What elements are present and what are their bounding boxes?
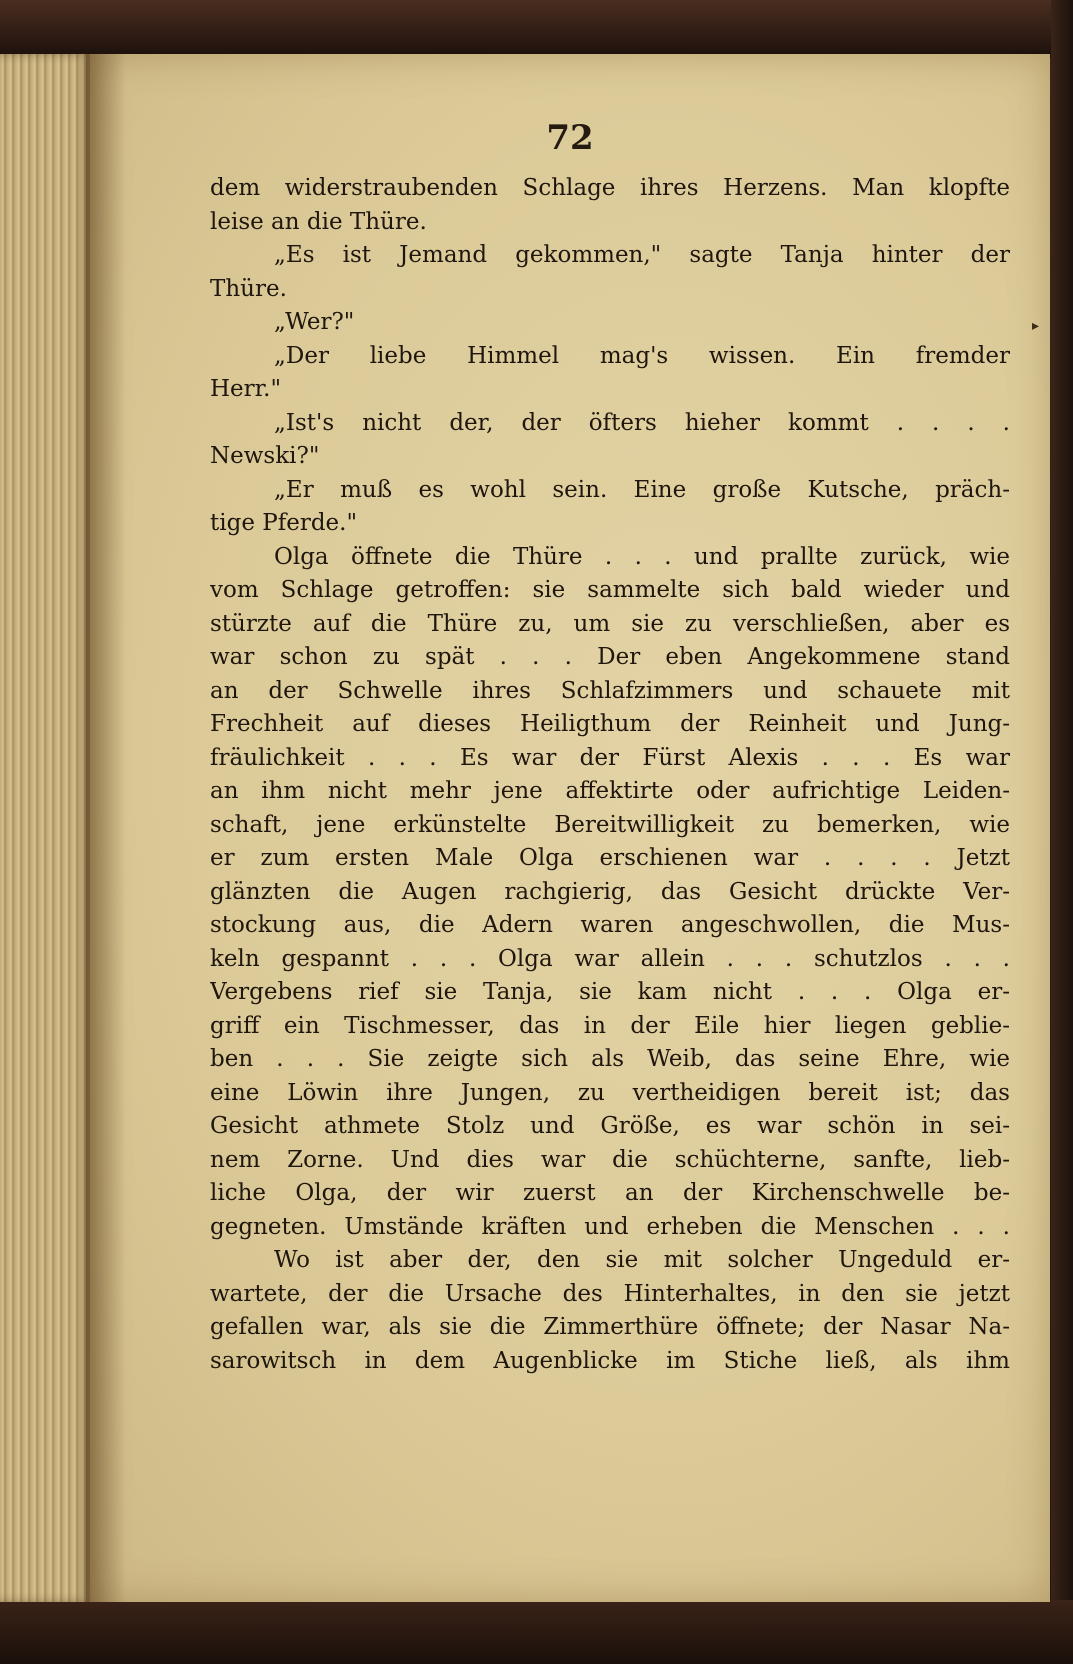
text-line: wartete, der die Ursache des Hinterhaltes, in den sie jetzt [210,1280,1010,1307]
text-line: schaft, jene erkünstelte Bereitwilligkeit zu bemerken, wie [210,811,1010,838]
text-line: gegneten. Umstände kräften und erheben die Menschen . . . [210,1213,1010,1240]
text-line: „Wer?" [274,309,355,335]
text-line: „Er muß es wohl sein. Eine große Kutsche, präch- [274,476,1010,503]
text-line: an der Schwelle ihres Schlafzimmers und schauete mit [210,677,1010,704]
text-line: er zum ersten Male Olga erschienen war . . . . Jetzt [210,845,1010,871]
text-line: ben . . . Sie zeigte sich als Weib, das seine Ehre, wie [210,1046,1010,1072]
text-line: Frechheit auf dieses Heiligthum der Reinheit und Jung- [210,711,1010,737]
text-line: stockung aus, die Adern waren angeschwollen, die Mus- [210,912,1010,938]
text-line: „Ist's nicht der, der öfters hieher kommt . . . . [274,409,1010,436]
spine-shadow [86,54,126,1602]
text-line: nem Zorne. Und dies war die schüchterne, sanfte, lieb- [210,1146,1010,1173]
text-line: „Es ist Jemand gekommen," sagte Tanja hinter der [274,242,1010,268]
page-text-body [210,172,1010,1378]
text-line: Olga öffnete die Thüre . . . und prallte zurück, wie [274,543,1010,570]
page-number: 72 [546,118,594,158]
text-line: „Der liebe Himmel mag's wissen. Ein fremder [274,342,1010,369]
text-line: Herr." [210,376,282,402]
book-cover-top-edge [0,0,1073,58]
text-line: liche Olga, der wir zuerst an der Kirchenschwelle be- [210,1180,1010,1206]
margin-mark: ▸ [1031,318,1039,334]
text-line: fräulichkeit . . . Es war der Fürst Alexis . . . Es war [210,744,1010,771]
text-line: eine Löwin ihre Jungen, zu vertheidigen bereit ist; das [210,1079,1010,1106]
book-page [90,54,1050,1602]
text-line: Gesicht athmete Stolz und Größe, es war schön in sei- [210,1113,1010,1139]
book-cover-right-edge [1051,0,1073,1664]
text-line: an ihm nicht mehr jene affektirte oder aufrichtige Leiden- [210,778,1010,804]
text-line: vom Schlage getroffen: sie sammelte sich bald wieder und [210,577,1010,603]
text-line: Thüre. [210,275,287,302]
text-line: Wo ist aber der, den sie mit solcher Ungeduld er- [274,1247,1010,1273]
text-line: Vergebens rief sie Tanja, sie kam nicht . . . Olga er- [210,979,1010,1005]
stacked-page-edges [0,54,90,1602]
text-line: sarowitsch in dem Augenblicke im Stiche ließ, als ihm [210,1347,1010,1374]
text-line: leise an die Thüre. [210,208,427,235]
text-line: war schon zu spät . . . Der eben Angekommene stand [210,644,1010,670]
text-line: glänzten die Augen rachgierig, das Gesicht drückte Ver- [210,878,1010,905]
text-line: stürzte auf die Thüre zu, um sie zu verschließen, aber es [210,610,1010,637]
book-cover-bottom-edge [0,1600,1073,1664]
text-line: keln gespannt . . . Olga war allein . . . schutzlos . . . [210,945,1010,972]
text-line: griff ein Tischmesser, das in der Eile hier liegen geblie- [210,1012,1010,1039]
text-line: gefallen war, als sie die Zimmerthüre öffnete; der Nasar Na- [210,1314,1010,1340]
text-line: dem widerstraubenden Schlage ihres Herzens. Man klopfte [210,175,1010,201]
text-line: tige Pferde." [210,510,358,536]
text-line: Newski?" [210,443,320,469]
